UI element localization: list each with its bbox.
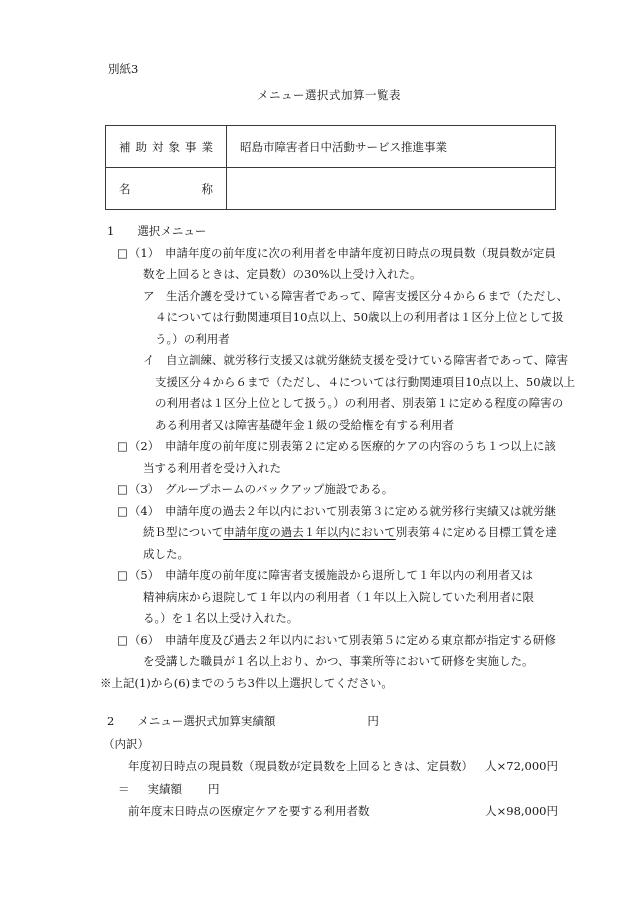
selection-note: ※上記(1)から(6)までのうち3件以上選択してください。 [100,675,393,690]
name-label: 名 称 [119,181,213,196]
table-row [106,168,556,210]
menu-item-1-line-1 [100,243,570,265]
menu-item-6-text: （6） 申請年度及び過去２年以内において別表第５に定める東京都が指定する研修 [128,632,556,647]
menu-item-5-line-2: 精神病床から退院して１年以内の利用者（１年以上入院していた利用者に限 [143,589,534,604]
menu-item-4-underlined: 申請年度の過去１年以内において [223,525,396,539]
menu-item-5-line-3: る。）を１名以上受け入れた。 [143,611,299,625]
sub-item-i-line-3: の利用者は１区分上位として扱う。）の利用者、別表第１に定める程度の障害の [155,396,564,410]
menu-item-1-line-2: 数を上回るときは、定員数）の30%以上受け入れた。 [143,267,422,281]
menu-item-5-line-1 [100,565,570,587]
checkbox-item-6[interactable]: □ [117,632,128,647]
checkbox-item-1[interactable]: □ [117,245,128,260]
sub-item-i-line-1: イ 自立訓練、就労移行支援又は就労継続支援を受けている障害者であって、障害 [143,353,569,367]
section1-heading: 1 選択メニュー [107,224,207,238]
info-table [105,125,556,210]
menu-item-3-text: （3） グループホームのバックアップ施設である。 [128,482,394,496]
sub-item-a-line-1: ア 生活介護を受けている障害者であって、障害支援区分４から６まで（ただし、 [143,288,569,303]
checkbox-item-4[interactable]: □ [117,503,128,518]
menu-item-4-line-3: 成した。 [143,546,189,561]
menu-item-5-text: （5） 申請年度の前年度に障害者支援施設から退所して１年以内の利用者又は [128,568,533,582]
result-label: 実績額 [147,781,182,796]
checkbox-item-5[interactable]: □ [117,568,128,582]
name-label-cell [106,168,227,210]
medical-care-rate: 人×98,000円 [485,804,558,818]
menu-item-4-post: 別表第４に定める目標工賃を達 [395,525,557,539]
members-description: 年度初日時点の現員数（現員数が定員数を上回るときは、定員数） [128,759,473,773]
menu-item-3-line-1 [100,479,570,501]
result-line [100,778,558,801]
table-row [106,126,556,168]
menu-item-4-pre: 続Ｂ型について [143,525,224,539]
sub-item-i-line-4: ある利用者又は障害基礎年金１級の受給権を有する利用者 [155,417,454,432]
sub-item-a-line-3: う。）の利用者 [155,331,230,346]
sub-item-a-line-2: ４については行動関連項目10点以上、50歳以上の利用者は１区分上位として扱 [155,310,564,324]
equals-sign: ＝ [118,781,130,796]
breakdown-row-members [100,755,558,778]
checkbox-item-2[interactable]: □ [117,439,128,453]
sub-item-i-line-2: 支援区分４から６まで（ただし、４については行動関連項目10点以上、50歳以上 [155,374,576,389]
result-unit: 円 [208,781,220,796]
selection-menu-section [100,221,576,694]
subsidy-target-value: 昭島市障害者日中活動サービス推進事業 [240,139,447,154]
menu-item-4-line-2 [100,522,570,544]
members-rate: 人×72,000円 [485,759,558,773]
amount-unit: 円 [367,714,379,728]
menu-item-4-line-1 [100,501,570,523]
attachment-label: 別紙3 [108,62,139,76]
breakdown-row-medical-care [100,800,558,823]
subsidy-target-label-cell [106,126,227,168]
menu-item-6-line-2: を受講した職員が１名以上おり、かつ、事業所等において研修を実施した。 [143,654,534,668]
subsidy-target-value-cell [227,126,556,168]
menu-item-2-line-2: 当する利用者を受け入れた [143,460,281,475]
medical-care-description: 前年度末日時点の医療定ケアを要する利用者数 [128,804,370,818]
subsidy-target-label: 補 助 対 象 事 業 [119,139,213,154]
section2-heading: 2 メニュー選択式加算実績額 [107,714,276,728]
menu-item-2-text: （2） 申請年度の前年度に別表第２に定める医療的ケアの内容のうち１つ以上に該 [128,439,556,453]
menu-item-2-line-1 [100,436,570,458]
section2-heading-line [100,710,558,733]
document-title: メニュー選択式加算一覧表 [257,88,401,102]
actual-amount-section [100,710,558,823]
name-value-cell[interactable] [227,168,556,210]
checkbox-item-3[interactable]: □ [117,482,128,496]
menu-item-4-text: （4） 申請年度の過去２年以内において別表第３に定める就労移行実績又は就労継 [128,503,556,518]
menu-item-1-text: （1） 申請年度の前年度に次の利用者を申請年度初日時点の現員数（現員数が定員 [128,245,556,260]
breakdown-label: （内訳） [103,736,149,751]
menu-item-6-line-1 [100,630,570,652]
